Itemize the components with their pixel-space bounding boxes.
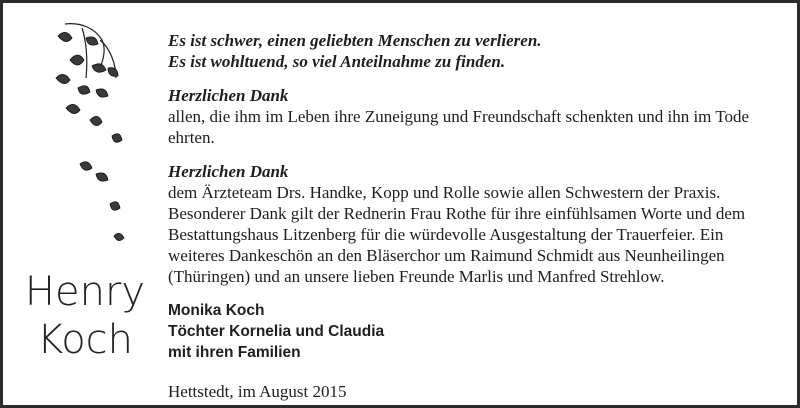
thanks-block-2 xyxy=(168,161,780,287)
thanks-text-1: allen, die ihm im Leben ihre Zuneigung und Freundschaft schenkten und ihn im Tode ehrten. xyxy=(168,107,750,147)
notice-content xyxy=(168,30,780,402)
deceased-last-name: Koch xyxy=(36,317,134,363)
signature-line-2: Töchter Kornelia und Claudia xyxy=(168,323,385,340)
signature-line-3: mit ihren Familien xyxy=(168,344,301,361)
intro-line-2: Es ist wohltuend, so viel Anteilnahme zu finden. xyxy=(168,52,506,71)
intro-quote xyxy=(168,30,780,72)
signature-block xyxy=(168,300,780,363)
thanks-block-1 xyxy=(168,85,780,148)
intro-line-1: Es ist schwer, einen geliebten Menschen zu verlieren. xyxy=(168,31,542,50)
place-date: Hettstedt, im August 2015 xyxy=(168,382,347,401)
deceased-name xyxy=(20,268,150,364)
signature-line-1: Monika Koch xyxy=(168,302,265,319)
thanks-heading-1: Herzlichen Dank xyxy=(168,86,289,105)
falling-leaves-icon xyxy=(20,18,135,258)
deceased-first-name: Henry xyxy=(24,269,146,315)
thanks-text-2: dem Ärzteteam Drs. Handke, Kopp und Rolle sowie allen Schwestern der Praxis. Besonderer Dank gilt der Rednerin Frau Rothe für ihre einfühlsamen Worte und dem Bestattungshaus Litzenberg für die würdevolle Ausgestaltung der Trauerfeier. Ein weiteres Dankeschön an den Bläserchor um Raimund Schmidt aus Neunheilingen (Thüringen) und an unsere lieben Freunde Marlis und Manfred Strehlow. xyxy=(168,183,746,286)
thanks-heading-2: Herzlichen Dank xyxy=(168,162,289,181)
